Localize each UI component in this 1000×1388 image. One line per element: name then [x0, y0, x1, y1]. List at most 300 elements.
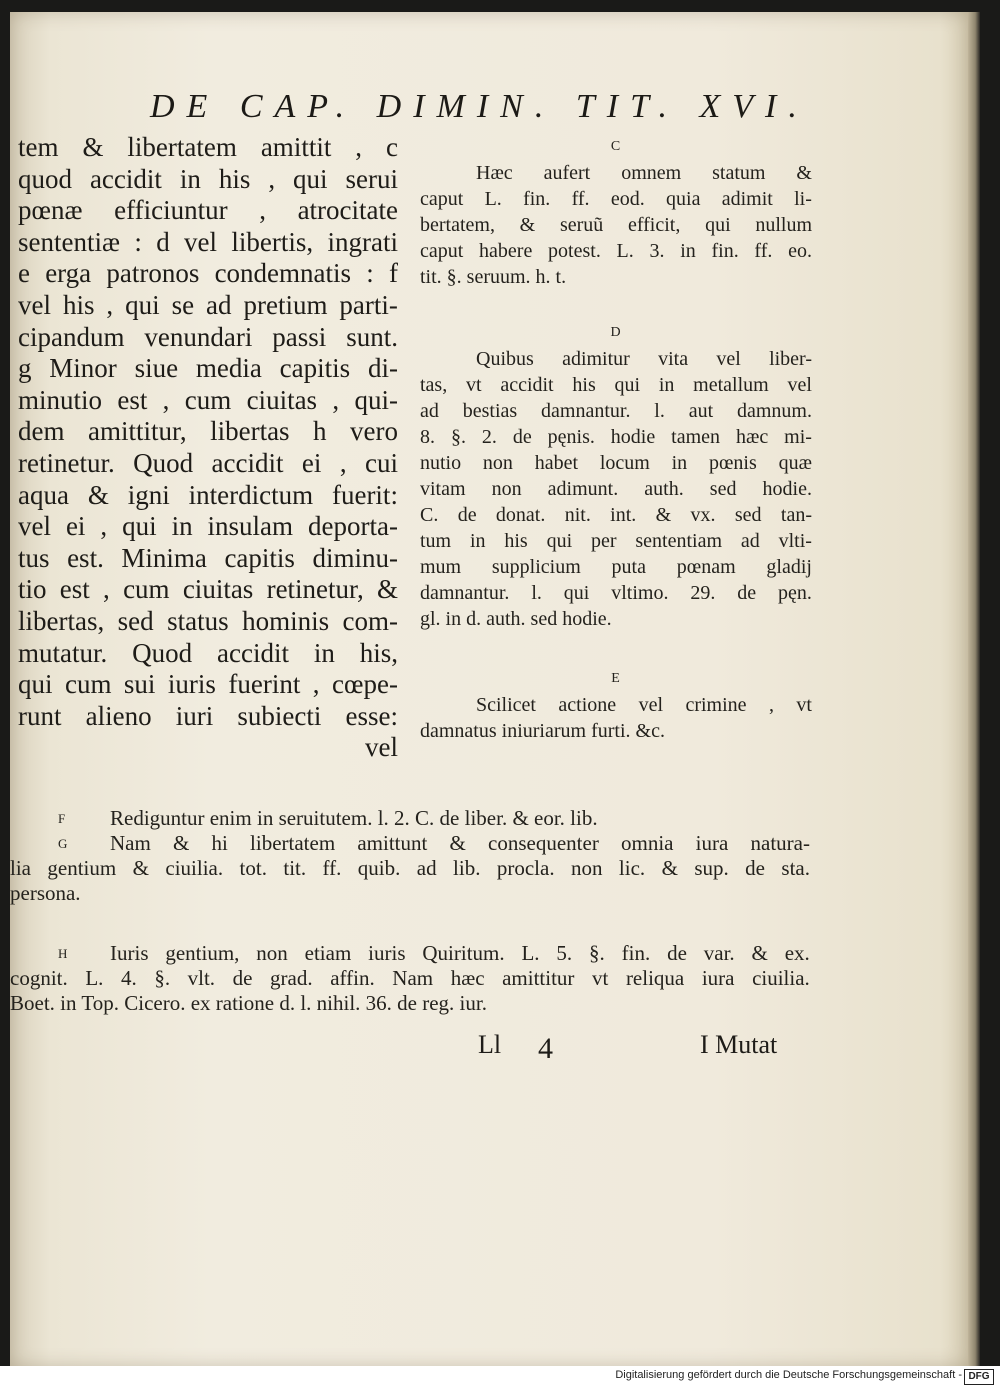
word: lia: [10, 856, 31, 880]
word: damnum.: [736, 400, 812, 422]
word: qui: [125, 289, 160, 320]
word: sui: [123, 669, 156, 700]
word: hæc: [450, 966, 485, 990]
text-line: [18, 385, 398, 417]
word: ingrati: [327, 226, 398, 257]
word: adimitur: [562, 348, 630, 370]
word: &: [796, 162, 812, 184]
word: actione: [558, 694, 617, 716]
word: diminu-: [312, 542, 398, 573]
text-line: [18, 353, 398, 385]
word: f: [388, 258, 398, 289]
note-line: [420, 580, 812, 606]
word: in: [658, 374, 675, 396]
word: Nam: [392, 966, 434, 990]
word: vel: [18, 289, 51, 320]
word: 3.: [649, 240, 665, 262]
note-text: tit. §. seruum. h. t.: [420, 266, 567, 288]
text-line: [18, 322, 398, 354]
word: ,: [103, 574, 110, 605]
note-line: [420, 346, 812, 372]
note-line: [420, 372, 812, 398]
word: consequenter: [488, 831, 599, 855]
word: serui: [345, 163, 398, 194]
word: pœnis: [708, 452, 757, 474]
word: se: [171, 289, 195, 320]
word: de: [745, 856, 765, 880]
word: cipandum: [18, 321, 125, 352]
word: sunt.: [346, 321, 398, 352]
note-line: [420, 476, 812, 502]
word: in: [469, 530, 486, 552]
word: ad: [740, 530, 760, 552]
word: fin.: [523, 188, 551, 210]
word: vita: [658, 348, 689, 370]
footnote-line: [10, 991, 810, 1016]
word: 8.: [420, 426, 435, 448]
word: var.: [703, 941, 735, 965]
word: 5.: [556, 941, 573, 965]
word: efficiuntur: [114, 195, 228, 226]
word: igni: [127, 479, 170, 510]
note-line: [420, 238, 812, 264]
word: lic.: [618, 856, 646, 880]
word: caput: [420, 240, 464, 262]
footnote-text: Boet. in Top. Cicero. ex ratione d. l. nihil. 36. de reg. iur.: [10, 991, 487, 1015]
word: venundari: [144, 321, 253, 352]
word: aufert: [543, 162, 591, 184]
word: Iuris: [110, 941, 149, 965]
word: lib.: [453, 856, 481, 880]
text-line: [18, 195, 398, 227]
word: ,: [332, 384, 340, 415]
word: libertas,: [18, 605, 105, 636]
word: int.: [610, 504, 637, 526]
word: non: [256, 941, 288, 965]
word: sententiam: [635, 530, 722, 552]
note-letter: C: [610, 139, 622, 154]
word: c: [385, 132, 398, 162]
text-line: [18, 227, 398, 259]
word: in: [671, 452, 688, 474]
text-line: [18, 164, 398, 196]
word: vlt.: [187, 966, 216, 990]
word: interdictum: [188, 479, 314, 510]
word: his: [572, 374, 596, 396]
word: habet: [534, 452, 579, 474]
text-line: [18, 701, 398, 733]
word: vt: [465, 374, 482, 396]
text-fragment: vel: [365, 732, 398, 763]
word: de: [457, 504, 477, 526]
word: in: [313, 637, 335, 668]
word: qui: [293, 163, 328, 194]
word: sed: [117, 605, 154, 636]
word: libertatem: [127, 132, 237, 162]
word: dem: [18, 416, 65, 447]
footnote-line: [10, 831, 810, 856]
word: natura-: [750, 831, 810, 855]
word: amittitur,: [87, 416, 187, 447]
word: vel: [638, 694, 664, 716]
word: metallum: [693, 374, 769, 396]
note-letter: D: [610, 325, 622, 340]
word: pęn.: [778, 582, 812, 604]
word: :: [366, 258, 374, 289]
word: de: [232, 966, 253, 990]
word: sta.: [781, 856, 810, 880]
word: hominis: [242, 605, 330, 636]
note-line: [420, 606, 812, 632]
note-line: [420, 212, 812, 238]
word: ad: [416, 856, 437, 880]
word: di-: [367, 353, 398, 384]
word: 2.: [481, 426, 497, 448]
word: pretium: [243, 289, 328, 320]
word: mum: [420, 556, 462, 578]
digitization-credit: Digitalisierung gefördert durch die Deutsche Forschungsgemeinschaft -: [615, 1369, 962, 1381]
word: Quibus: [476, 348, 534, 370]
running-header: DE CAP. DIMIN. TIT. XVI.: [150, 88, 809, 125]
text-line: [18, 732, 398, 764]
word: tas,: [420, 374, 448, 396]
main-text-column: [18, 132, 398, 764]
word: ,: [339, 447, 347, 478]
word: ciuilia.: [752, 966, 810, 990]
word: quæ: [778, 452, 812, 474]
word: adimunt.: [547, 478, 619, 500]
word: parti-: [339, 289, 398, 320]
word: qui-: [354, 384, 398, 415]
word: donat.: [495, 504, 546, 526]
word: vel: [787, 374, 812, 396]
word: passi: [272, 321, 327, 352]
word: libertas: [210, 416, 290, 447]
word: amittunt: [357, 831, 428, 855]
word: C.: [420, 504, 439, 526]
word: his,: [359, 637, 398, 668]
word: ei: [301, 447, 322, 478]
word: tot.: [239, 856, 267, 880]
note-line: [420, 424, 812, 450]
word: fuerint: [228, 669, 301, 700]
word: cœpe-: [332, 669, 398, 700]
text-line: [18, 258, 398, 290]
text-line: [18, 480, 398, 512]
word: ex.: [784, 941, 810, 965]
note-text: damnatus iniuriarum furti. &c.: [420, 720, 665, 742]
word: fuerit:: [331, 479, 398, 510]
page-edge: [968, 12, 980, 1367]
word: tum: [420, 530, 452, 552]
word: Hæc: [476, 162, 513, 184]
word: qui: [122, 511, 157, 542]
word: cum: [64, 669, 112, 700]
word: liber-: [769, 348, 812, 370]
word: eo.: [788, 240, 812, 262]
word: libertatem: [250, 831, 336, 855]
footnote-line: [10, 966, 810, 991]
word: Nam: [110, 831, 151, 855]
word: ,: [259, 195, 266, 226]
footnote-line: [10, 941, 810, 966]
word: ,: [312, 669, 320, 700]
footnote-mark: G: [58, 836, 68, 851]
word: mi-: [784, 426, 812, 448]
word: vel: [716, 348, 741, 370]
word: esse:: [345, 700, 398, 731]
word: est.: [67, 542, 104, 573]
footnote-gap: [10, 906, 810, 941]
word: est: [59, 574, 90, 605]
word: ad: [206, 289, 232, 320]
word: nutio: [420, 452, 462, 474]
word: qui: [18, 669, 53, 700]
word: efficit,: [627, 214, 681, 236]
word: vltimo.: [611, 582, 669, 604]
word: &: [376, 574, 398, 605]
word: sed: [709, 478, 737, 500]
word: ,: [355, 132, 363, 162]
word: quib.: [357, 856, 401, 880]
word: vlti-: [778, 530, 812, 552]
word: gladij: [766, 556, 812, 578]
footnote-first-line: Rediguntur enim in seruitutem. l. 2. C. de liber. & eor. lib.: [110, 806, 598, 830]
word: &: [751, 941, 768, 965]
word: iuri: [175, 700, 214, 731]
word: ei: [65, 511, 86, 542]
word: est: [117, 384, 148, 415]
word: ciuitas: [246, 384, 318, 415]
word: cognit.: [10, 966, 68, 990]
word: status: [167, 605, 229, 636]
word: de: [737, 582, 757, 604]
word: iura: [701, 966, 735, 990]
word: damnantur.: [541, 400, 631, 422]
word: tan-: [780, 504, 812, 526]
note-line: [420, 502, 812, 528]
text-line: [18, 416, 398, 448]
word: accidit: [500, 374, 554, 396]
word: sententiæ: [18, 226, 120, 257]
word: iuris: [167, 669, 216, 700]
word: his: [62, 289, 95, 320]
word: adimit: [721, 188, 773, 210]
word: retinetur.: [18, 447, 115, 478]
word: vitam: [420, 478, 466, 500]
word: caput: [420, 188, 464, 210]
word: statum: [712, 162, 766, 184]
signature-mark: Ll: [478, 1030, 502, 1059]
word: sed: [734, 504, 762, 526]
word: tio: [18, 574, 47, 605]
word: gentium,: [165, 941, 240, 965]
word: affin.: [330, 966, 375, 990]
word: alieno: [85, 700, 152, 731]
footnote-line: [10, 806, 810, 831]
note-text: gl. in d. auth. sed hodie.: [420, 608, 612, 630]
word: Scilicet: [476, 694, 536, 716]
word: gentium: [47, 856, 117, 880]
word: mutatur.: [18, 637, 108, 668]
word: omnem: [621, 162, 682, 184]
word: &: [132, 856, 149, 880]
word: §.: [154, 966, 171, 990]
word: in: [680, 240, 696, 262]
word: quia: [666, 188, 701, 210]
word: de: [512, 426, 532, 448]
word: amittitur: [502, 966, 575, 990]
footnote-line: [10, 881, 810, 906]
word: aqua: [18, 479, 69, 510]
word: &: [655, 504, 672, 526]
word: quod: [18, 163, 72, 194]
word: &: [519, 214, 536, 236]
word: 29.: [690, 582, 716, 604]
word: accidit: [89, 163, 162, 194]
word: ciuilia.: [165, 856, 224, 880]
word: :: [134, 226, 142, 257]
word: tit.: [283, 856, 307, 880]
word: per: [590, 530, 617, 552]
note-line: [420, 160, 812, 186]
word: Quod: [133, 447, 194, 478]
word: cum: [184, 384, 232, 415]
text-line: [18, 448, 398, 480]
note-line: [420, 528, 812, 554]
word: vel: [184, 226, 218, 257]
text-line: [18, 132, 398, 164]
word: retinetur,: [266, 574, 364, 605]
word: iura: [695, 831, 729, 855]
word: condemnatis: [214, 258, 352, 289]
word: qui: [546, 530, 573, 552]
word: ciuitas: [182, 574, 254, 605]
marginal-notes-column: [420, 134, 812, 744]
word: e: [18, 258, 30, 289]
word: Minima: [121, 542, 207, 573]
word: com-: [342, 605, 398, 636]
word: pęnis.: [547, 426, 595, 448]
word: subiecti: [237, 700, 322, 731]
word: tem: [18, 132, 59, 162]
word: ad: [420, 400, 439, 422]
word: hi: [211, 831, 228, 855]
note-line: [420, 186, 812, 212]
word: de: [667, 941, 687, 965]
word: patronos: [106, 258, 200, 289]
footnotes: [10, 806, 810, 1016]
word: &: [449, 831, 466, 855]
word: ,: [268, 163, 276, 194]
footnote-first-line: [110, 941, 810, 966]
word: vx.: [690, 504, 716, 526]
word: h: [313, 416, 327, 447]
word: Minor: [49, 353, 117, 384]
word: aut: [688, 400, 714, 422]
word: li-: [794, 188, 812, 210]
text-line: [18, 669, 398, 701]
word: L.: [616, 240, 634, 262]
footnote-mark: H: [58, 946, 68, 961]
note-line: [420, 554, 812, 580]
word: ,: [162, 384, 170, 415]
footnote-line: [10, 856, 810, 881]
word: minutio: [18, 384, 103, 415]
word: libertis,: [231, 226, 314, 257]
footnote-first-line: [110, 831, 810, 856]
word: vero: [350, 416, 398, 447]
word: puta: [611, 556, 646, 578]
word: his: [504, 530, 528, 552]
note-line: [420, 692, 812, 718]
word: reliqua: [625, 966, 685, 990]
word: l.: [531, 582, 542, 604]
word: erga: [45, 258, 92, 289]
signature-number: 4: [538, 1032, 553, 1065]
word: ff.: [322, 856, 342, 880]
word: qui: [614, 374, 641, 396]
word: deporta-: [308, 511, 398, 542]
word: &: [82, 132, 104, 162]
text-line: [18, 606, 398, 638]
word: qui: [705, 214, 731, 236]
word: &: [173, 831, 190, 855]
word: runt: [18, 700, 62, 731]
catchword: I Mutat: [700, 1030, 778, 1059]
word: L.: [521, 941, 540, 965]
word: auth.: [644, 478, 684, 500]
word: nullum: [755, 214, 812, 236]
word: g: [18, 353, 32, 384]
word: §.: [450, 426, 466, 448]
note-line: [420, 450, 812, 476]
word: bestias: [462, 400, 518, 422]
word: bertatem,: [420, 214, 495, 236]
word: hodie: [610, 426, 656, 448]
word: supplicium: [491, 556, 581, 578]
note-letter: E: [611, 671, 621, 686]
word: ,: [100, 511, 108, 542]
word: insulam: [207, 511, 294, 542]
word: L.: [484, 188, 502, 210]
text-line: [18, 290, 398, 322]
note-line: [420, 718, 812, 744]
word: l.: [654, 400, 665, 422]
text-line: [18, 511, 398, 543]
word: amittit: [260, 132, 332, 162]
word: L.: [85, 966, 104, 990]
word: §.: [589, 941, 605, 965]
text-line: [18, 638, 398, 670]
word: atrocitate: [297, 195, 398, 226]
word: non: [491, 478, 522, 500]
word: in: [171, 511, 193, 542]
word: procla.: [496, 856, 555, 880]
credit-bar: [0, 1366, 1000, 1388]
word: cum: [123, 574, 170, 605]
word: siue: [134, 353, 179, 384]
dfg-logo: DFG: [964, 1369, 994, 1385]
word: iuris: [368, 941, 406, 965]
word: sup.: [694, 856, 729, 880]
word: eod.: [610, 188, 645, 210]
word: &: [87, 479, 109, 510]
word: cui: [364, 447, 398, 478]
footnote-mark: F: [58, 811, 66, 826]
word: hæc: [735, 426, 769, 448]
footnote-text: persona.: [10, 881, 81, 905]
